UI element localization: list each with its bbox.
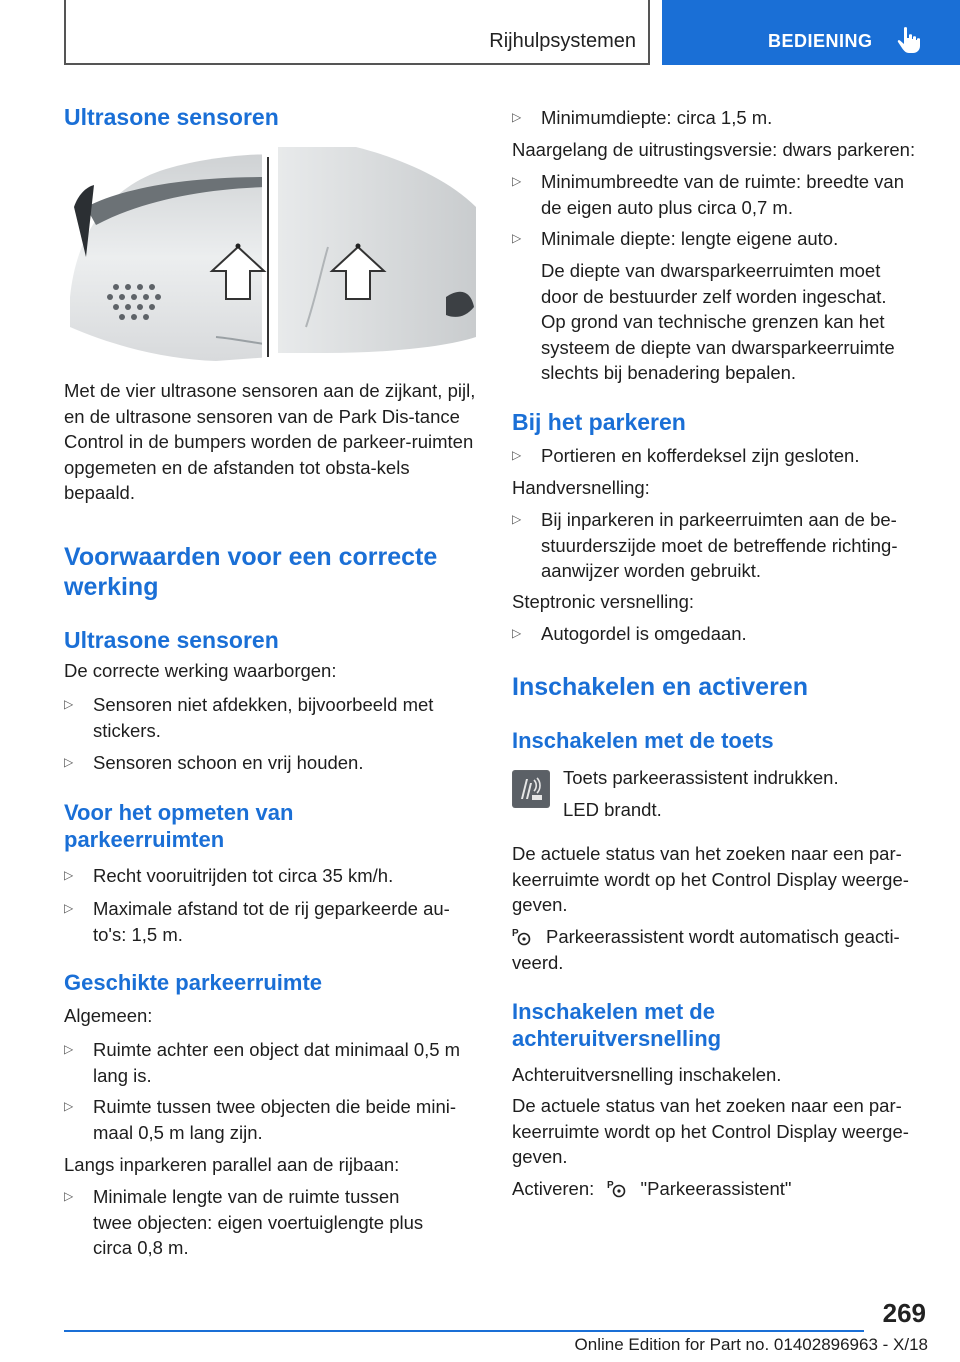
header-chapter-box (662, 0, 960, 65)
paragraph-diepte: De diepte van dwarsparkeerruimten moet door de bestuurder zelf worden ingeschat. Op grond van technische grenzen kan het systeem de diepte van dwarsparkeerruimte slechts bij benadering bepalen. (541, 260, 895, 383)
bullet-portieren: ▷ Portieren en kofferdeksel zijn gesloten. (512, 443, 928, 469)
heading-voorwaarden: Voorwaarden voor een correcte werking (64, 543, 438, 601)
header-section-box (64, 0, 650, 65)
header-chapter-title: BEDIENING (768, 31, 873, 51)
paragraph-status-1: De actuele status van het zoeken naar een par-keerruimte wordt op het Control Display weerge-geven. (512, 843, 909, 915)
bullet-niet-afdekken: ▷ Sensoren niet afdekken, bijvoorbeeld met stickers. (64, 692, 476, 743)
paragraph-handversnelling: Handversnelling: (512, 477, 650, 498)
heading-ultrasone: Ultrasone sensoren (64, 104, 279, 130)
bullet-afstand: ▷ Maximale afstand tot de rij geparkeerde au-to's: 1,5 m. (64, 896, 476, 947)
paragraph-steptronic: Steptronic versnelling: (512, 591, 695, 612)
bullet-inparkeren: ▷ Bij inparkeren in parkeerruimten aan de be-stuurderszijde moet de betreffende richting-aanwijzer worden gebruikt. (512, 507, 912, 584)
paragraph-activeren (512, 1176, 928, 1202)
header-section-title: Rijhulpsystemen (489, 30, 636, 52)
parking-assistant-symbol-icon (512, 926, 532, 946)
paragraph-langs: Langs inparkeren parallel aan de rijbaan: (64, 1154, 400, 1175)
paragraph-automatisch: Parkeerassistent wordt automatisch geacti-veerd. (512, 926, 900, 973)
paragraph-algemeen: Algemeen: (64, 1005, 153, 1026)
paragraph-werking: De correcte werking waarborgen: (64, 660, 337, 681)
paragraph-led: LED brandt. (563, 799, 662, 820)
paragraph-toets-indrukken: Toets parkeerassistent indrukken. (563, 767, 839, 788)
paragraph-status-2: De actuele status van het zoeken naar een par-keerruimte wordt op het Control Display weerge-geven. (512, 1095, 909, 1167)
heading-opmeten: Voor het opmeten van parkeerruimten (64, 800, 294, 852)
svg-text:P: P (607, 1180, 615, 1191)
heading-met-de-toets: Inschakelen met de toets (512, 728, 774, 753)
heading-geschikt: Geschikte parkeerruimte (64, 970, 323, 995)
svg-text:P: P (512, 928, 519, 939)
paragraph-dwars: Naargelang de uitrustingsversie: dwars parkeren: (512, 139, 916, 160)
bullet-autogordel: ▷ Autogordel is omgedaan. (512, 621, 928, 647)
heading-achteruitversnelling: Inschakelen met de achteruitversnelling (512, 999, 722, 1051)
bullet-minimumdiepte: ▷ Minimumdiepte: circa 1,5 m. (512, 105, 928, 131)
footer-divider (64, 1330, 864, 1332)
heading-ultrasone-2: Ultrasone sensoren (64, 627, 279, 653)
activeren-label: Activeren: (512, 1178, 595, 1199)
parking-assistant-button-icon (512, 770, 550, 808)
parking-assistant-symbol-icon-2 (607, 1178, 627, 1198)
car-bumper-sensors-photo (66, 147, 478, 367)
bullet-minimale-diepte: ▷ Minimale diepte: lengte eigene auto. (512, 226, 928, 252)
heading-inschakelen: Inschakelen en activeren (512, 673, 808, 701)
footer-edition: Online Edition for Part no. 01402896963 - X/18 (574, 1335, 928, 1354)
hand-pointer-icon (896, 26, 922, 54)
page-number: 269 (882, 1298, 926, 1328)
bullet-ruimte-tussen: ▷ Ruimte tussen twee objecten die beide mini-maal 0,5 m lang zijn. (64, 1094, 476, 1145)
bullet-vooruitrijden: ▷ Recht vooruitrijden tot circa 35 km/h. (64, 863, 476, 889)
heading-bij-het-parkeren: Bij het parkeren (512, 409, 686, 435)
bullet-minimumbreedte: ▷ Minimumbreedte van de ruimte: breedte van de eigen auto plus circa 0,7 m. (512, 169, 912, 220)
activeren-value: "Parkeerassistent" (640, 1178, 792, 1199)
intro-paragraph: Met de vier ultrasone sensoren aan de zijkant, pijl, en de ultrasone sensoren van de Park Dis-tance Control in de bumpers worden de parkeer-ruimten opgemeten en de afstanden tot obsta-kels bepaald. (64, 380, 476, 503)
bullet-ruimte-achter: ▷ Ruimte achter een object dat minimaal 0,5 m lang is. (64, 1037, 476, 1088)
bullet-schoon: ▷ Sensoren schoon en vrij houden. (64, 750, 476, 776)
paragraph-achteruit: Achteruitversnelling inschakelen. (512, 1064, 782, 1085)
bullet-minimale-lengte: ▷ Minimale lengte van de ruimte tussen twee objecten: eigen voertuiglengte plus circa 0,8 m. (64, 1184, 424, 1261)
